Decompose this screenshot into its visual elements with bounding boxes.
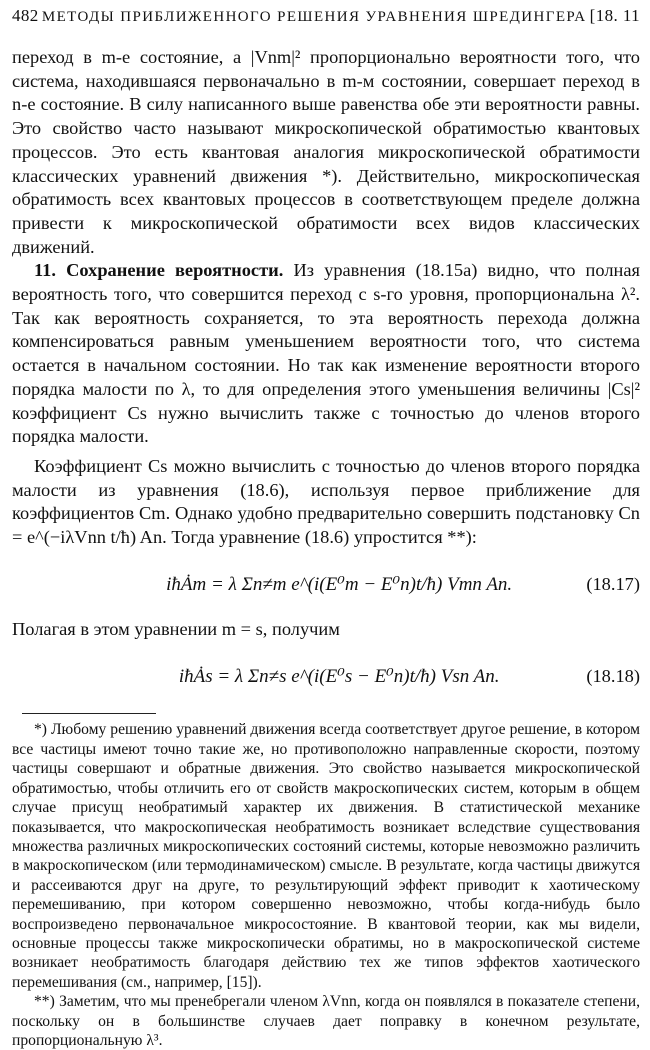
book-page [12,6,640,1050]
footnote-1: *) Любому решению уравнений движения всегда соответствует другое решение, в котором все частицы имеют точно такие же, но противоположно направленные скорости, поэтому частицы совершают и обратные движения. Это свойство называется микроскопической обратимостью, чтобы отличить его от свойств макроскопических систем, которым в общем случае присущ необратимый характер их движения. В статистической механике показывается, что макроскопическая необратимость возникает вследствие существования множества различных микроскопических состояний системы, которые невозможно различить в макроскопическом (или термодинамическом) смысле. В результате, когда частицы движутся и рассеиваются друг на друге, то результирующий эффект приводит к хаотическому перемешиванию, при котором совершенно невозможно, чтобы когда-нибудь было воспроизведено первоначальное микросостояние. В квантовой теории, как мы видели, основные процессы также микроскопически обратимы, но в макроскопической системе возникает необратимость благодаря действию тех же типов эффектов хаотического перемешивания (см., например, [15]). [12,721,640,991]
footnote-divider [22,713,156,714]
section-reference: [18. 11 [589,6,640,25]
section-conservation-of-probability [12,259,640,449]
section-text: Из уравнения (18.15а) видно, что полная вероятность того, что совершится переход с s-го уровня, пропорциональна λ². Так как вероятность сохраняется, то эта вероятность перехода должна компенсироваться равным уменьшением вероятности того, что система остается в начальном состоянии. Но так как изменение вероятности второго порядка малости по λ, то для определения этого уменьшения величины |Cs|² коэффициент Cs нужно вычислить также с точностью до членов второго порядка малости. [12,260,640,447]
paragraph-coefficient-cs: Коэффициент Cs можно вычислить с точностью до членов второго порядка малости из уравнения (18.6), используя первое приближение для коэффициентов Cm. Однако удобно предварительно совершить подстановку Cn = e^(−iλVnn t/ħ) An. Тогда уравнение (18.6) упростится **): [12,455,640,548]
equation-formula: iħȦs = λ Σn≠s e^(i(E⁰s − E⁰n)t/ħ) Vsn An. [178,665,500,687]
section-title: Сохранение вероятности. [66,260,284,281]
section-number: 11. [34,260,56,281]
equation-18-17 [12,556,640,614]
equation-18-18 [12,647,640,705]
equation-number: (18.17) [586,574,640,595]
paragraph-microscopic-reversibility: переход в m-е состояние, а |Vnm|² пропорционально вероятности того, что система, находившаяся первоначально в m-м состоянии, совершает переход в n-е состояние. В силу написанного выше равенства обе эти вероятности равны. Это свойство часто называют микроскопической обратимостью квантовых процессов. Это есть квантовая аналогия микроскопической обратимости классических уравнений движения *). Действительно, микроскопическая обратимость всех квантовых процессов в соответствующем пределе должна привести к микроскопической обратимости всех видов классических движений. [12,47,640,257]
page-header [12,6,640,32]
equation-formula: iħȦm = λ Σn≠m e^(i(E⁰m − E⁰n)t/ħ) Vmn An. [166,574,513,596]
equation-number: (18.18) [586,665,640,686]
paragraph-setting-m-equals-s: Полагая в этом уравнении m = s, получим [12,618,340,639]
running-title: МЕТОДЫ ПРИБЛИЖЕННОГО РЕШЕНИЯ УРАВНЕНИЯ ШРЕДИНГЕРА [41,9,587,25]
page-number: 482 [12,6,39,25]
footnote-2: **) Заметим, что мы пренебрегали членом λVnn, когда он появлялся в показателе степени, поскольку он в большинстве случаев дает поправку в конечном результате, пропорциональную λ³. [12,993,640,1049]
